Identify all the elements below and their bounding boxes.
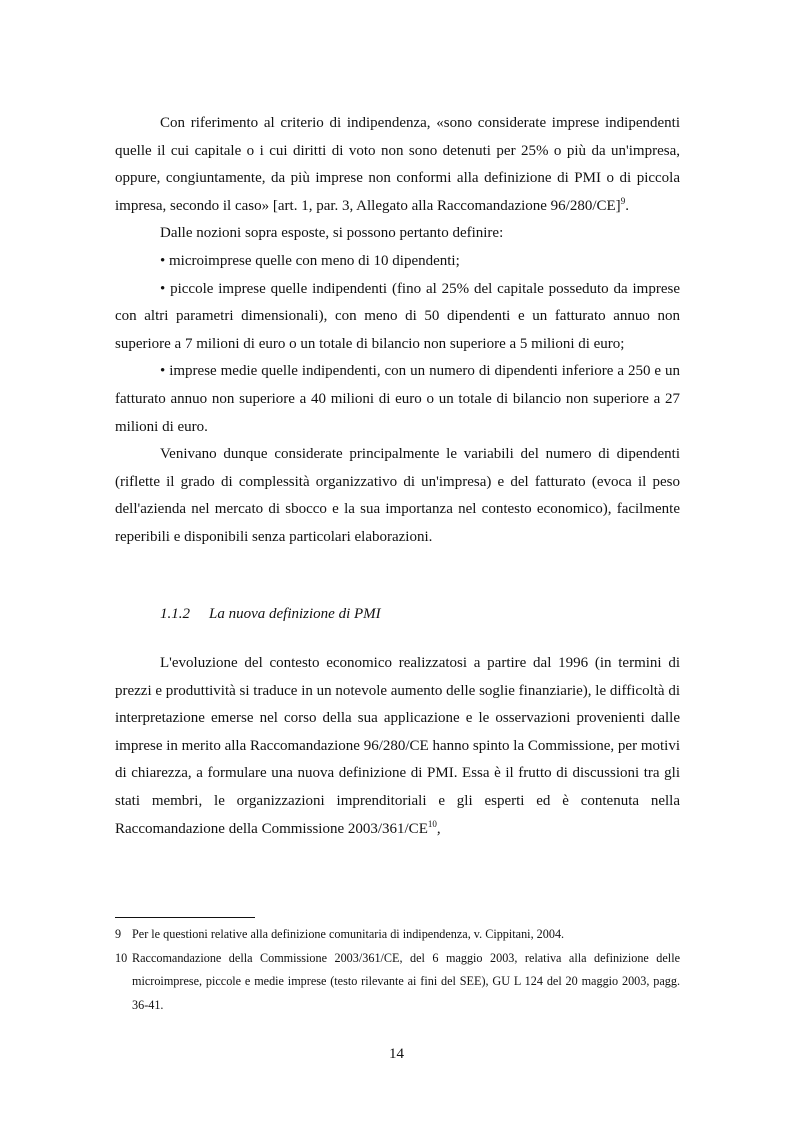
footnote-number: 9 (115, 927, 122, 941)
footnote-9 (115, 923, 680, 947)
footnote-number: 10 (115, 950, 128, 965)
section-number: 1.1.2 (160, 605, 190, 622)
section-heading (115, 601, 680, 629)
paragraph-evolution: L'evoluzione del contesto economico realizzatosi a partire dal 1996 (in termini di prezzi e produttività si traduce in un notevole aumento delle soglie finanziarie), le difficoltà di interpretazione emerse nel corso della sua applicazione e le osservazioni provenienti dalle imprese in merito alla Raccomandazione 96/280/CE hanno spinto la Commissione, per motivi di chiarezza, a formulare una nuova definizione di PMI. Essa è il frutto di discussioni tra gli stati membri, le organizzazioni imprenditoriali e gli esperti ed è contenuta nella Raccomandazione della Commissione 2003/361/CE$^{10}$, (115, 655, 680, 837)
paragraph-independence: Con riferimento al criterio di indipendenza, «sono considerate imprese indipendenti quelle il cui capitale o i cui diritti di voto non sono detenuti per 25% o più da un'impresa, oppure, congiuntamente, da più imprese non conformi alla definizione di PMI o di piccola impresa, secondo il caso» [art. 1, par. 3, Allegato alla Raccomandazione 96/280/CE]$^9$. (115, 115, 680, 214)
footnote-separator (115, 917, 255, 918)
footnote-ref-9[interactable]: 9 (620, 195, 626, 206)
footnote-ref-10[interactable]: 10 (427, 818, 437, 829)
bullet-piccole-imprese: • piccole imprese quelle indipendenti (fino al 25% del capitale posseduto da imprese con altri parametri dimensionali), con meno di 50 dipendenti e un fatturato annuo non superiore a 7 milioni di euro o un totale di bilancio non superiore a 5 milioni di euro; (115, 280, 680, 352)
paragraph-variables: Venivano dunque considerate principalmente le variabili del numero di dipendenti (riflette il grado di complessità organizzativo di un'impresa) e del fatturato (evoca il peso dell'azienda nel mercato di sbocco e la sua importanza nel contesto economico), facilmente reperibili e disponibili senza particolari elaborazioni. (115, 446, 680, 545)
footnote-text: Per le questioni relative alla definizione comunitaria di indipendenza, v. Cippitani, 2004. (132, 927, 565, 941)
page-body (115, 110, 680, 843)
paragraph-definitions-intro: Dalle nozioni sopra esposte, si possono pertanto definire: (160, 225, 504, 242)
footnotes (115, 923, 680, 1017)
page-number: 14 (389, 1046, 404, 1062)
footnote-text: Raccomandazione della Commissione 2003/361/CE, del 6 maggio 2003, relativa alla definizione delle microimprese, piccole e medie imprese (testo rilevante ai fini del SEE), GU L 124 del 20 maggio 2003, pagg. 36-41. (132, 950, 680, 1012)
footnote-10 (115, 947, 680, 1018)
bullet-microimprese: • microimprese quelle con meno di 10 dipendenti; (160, 252, 460, 269)
bullet-imprese-medie: • imprese medie quelle indipendenti, con un numero di dipendenti inferiore a 250 e un fatturato annuo non superiore a 40 milioni di euro o un totale di bilancio non superiore a 27 milioni di euro. (115, 363, 680, 435)
section-title: La nuova definizione di PMI (209, 605, 381, 622)
